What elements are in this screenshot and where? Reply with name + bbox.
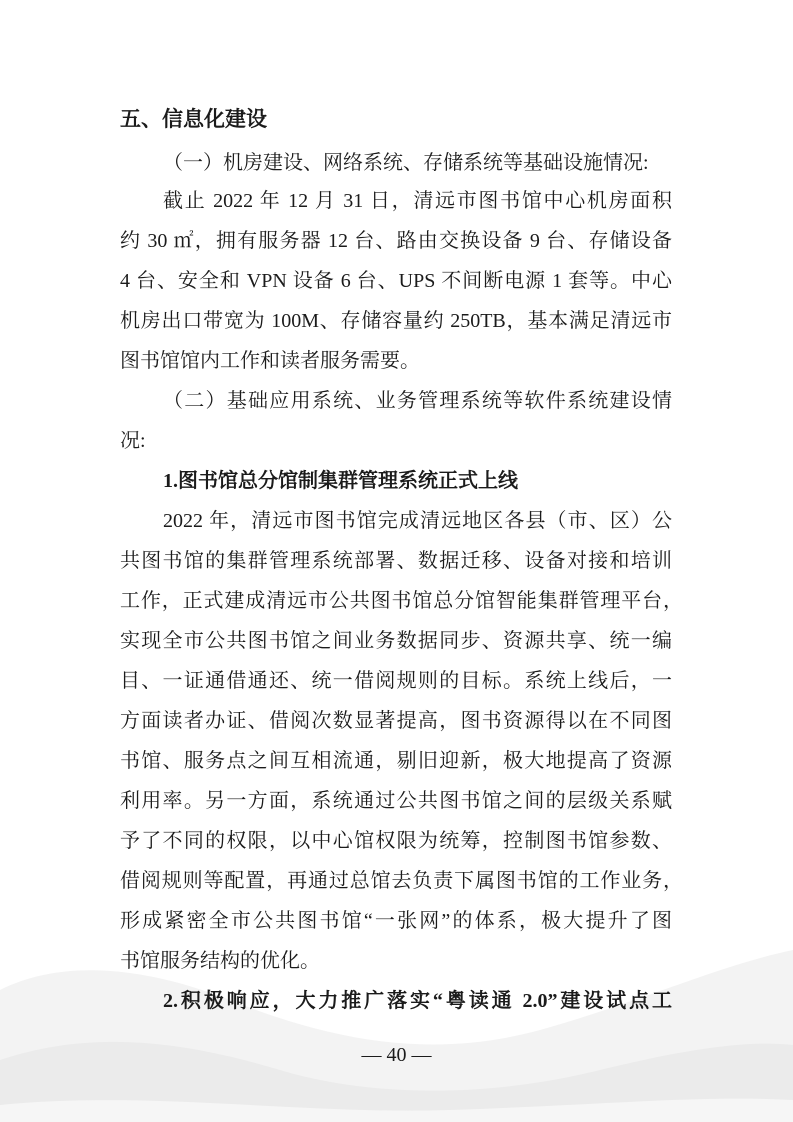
paragraph-line: 予了不同的权限，以中心馆权限为统筹，控制图书馆参数、 <box>120 830 672 852</box>
paragraph-line: 约 30 ㎡，拥有服务器 12 台、路由交换设备 9 台、存储设备 <box>120 230 672 252</box>
paragraph-line: 方面读者办证、借阅次数显著提高，图书资源得以在不同图 <box>120 710 672 732</box>
paragraph-line: 书馆、服务点之间互相流通，剔旧迎新，极大地提高了资源 <box>120 750 672 772</box>
subsection-title: （二）基础应用系统、业务管理系统等软件系统建设情 <box>163 390 672 412</box>
paragraph-line: 实现全市公共图书馆之间业务数据同步、资源共享、统一编 <box>120 630 672 652</box>
subsection-title: 况: <box>120 430 146 452</box>
paragraph-line: 截止 2022 年 12 月 31 日，清远市图书馆中心机房面积 <box>163 190 672 212</box>
paragraph-line: 目、一证通借通还、统一借阅规则的目标。系统上线后，一 <box>120 670 672 692</box>
paragraph-line: 借阅规则等配置，再通过总馆去负责下属图书馆的工作业务， <box>120 870 683 892</box>
page-number: — 40 — <box>361 1044 432 1066</box>
paragraph-line: 4 台、安全和 VPN 设备 6 台、UPS 不间断电源 1 套等。中心 <box>120 270 672 292</box>
paragraph-line: 机房出口带宽为 100M、存储容量约 250TB，基本满足清远市 <box>120 310 672 332</box>
paragraph-line: 书馆服务结构的优化。 <box>120 950 320 972</box>
paragraph-line: 工作，正式建成清远市公共图书馆总分馆智能集群管理平台， <box>120 590 683 612</box>
item-title: 2.积极响应，大力推广落实“粤读通 2.0”建设试点工 <box>163 990 672 1012</box>
paragraph-line: 共图书馆的集群管理系统部署、数据迁移、设备对接和培训 <box>120 550 672 572</box>
paragraph-line: 形成紧密全市公共图书馆“一张网”的体系，极大提升了图 <box>120 910 672 932</box>
paragraph-line: 2022 年，清远市图书馆完成清远地区各县（市、区）公 <box>163 510 672 532</box>
paragraph-line: 图书馆馆内工作和读者服务需要。 <box>120 350 420 372</box>
subsection-title: （一）机房建设、网络系统、存储系统等基础设施情况: <box>163 152 649 174</box>
paragraph-line: 利用率。另一方面，系统通过公共图书馆之间的层级关系赋 <box>120 790 672 812</box>
item-title: 1.图书馆总分馆制集群管理系统正式上线 <box>163 470 518 492</box>
section-heading: 五、信息化建设 <box>120 108 267 131</box>
